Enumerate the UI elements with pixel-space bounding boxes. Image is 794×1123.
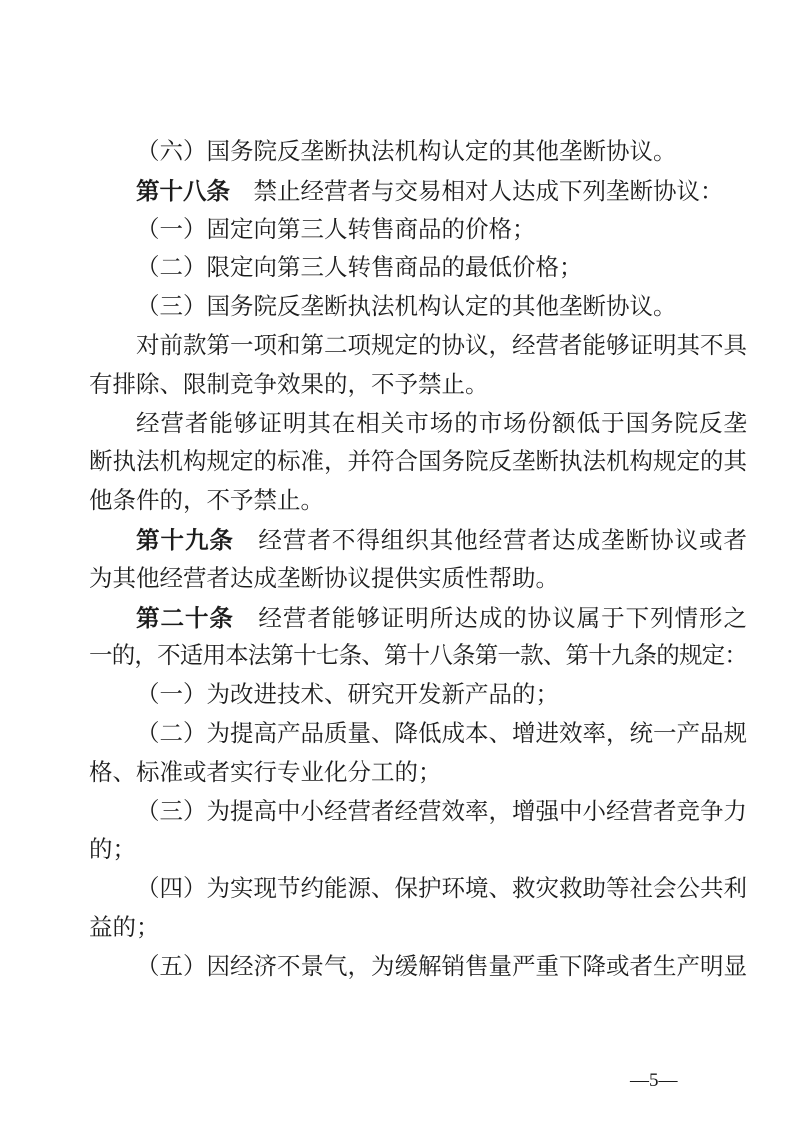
article-number: 第二十条 — [136, 603, 234, 632]
line-text: 对前款第一项和第二项规定的协议，经营者能够证明其不具 — [136, 332, 747, 359]
text-line — [89, 676, 747, 715]
article-number: 第十八条 — [136, 176, 230, 205]
line-text: 有排除、限制竞争效果的，不予禁止。 — [89, 371, 489, 398]
text-line — [89, 482, 747, 521]
line-text: 经营者能够证明所达成的协议属于下列情形之 — [233, 605, 748, 632]
text-line — [89, 288, 747, 327]
text-line — [89, 249, 747, 288]
text-line — [89, 793, 747, 832]
text-line — [89, 599, 747, 638]
line-text: （二）限定向第三人转售商品的最低价格； — [136, 255, 583, 282]
text-line — [89, 172, 747, 211]
line-text: （五）因经济不景气，为缓解销售量严重下降或者生产明显 — [136, 953, 747, 980]
line-text: 为其他经营者达成垄断协议提供实质性帮助。 — [89, 565, 559, 592]
line-text: （一）为改进技术、研究开发新产品的； — [136, 682, 559, 709]
text-line — [89, 443, 747, 482]
line-text: （四）为实现节约能源、保护环境、救灾救助等社会公共利 — [136, 876, 747, 903]
text-line — [89, 366, 747, 405]
line-text: 禁止经营者与交易相对人达成下列垄断协议： — [230, 178, 724, 205]
text-line — [89, 831, 747, 870]
line-text: 格、标准或者实行专业化分工的； — [89, 759, 442, 786]
text-line — [89, 211, 747, 250]
text-line — [89, 715, 747, 754]
text-line — [89, 133, 747, 172]
line-text: 一的，不适用本法第十七条、第十八条第一款、第十九条的规定： — [89, 643, 747, 670]
article-number: 第十九条 — [136, 525, 234, 554]
line-text: （六）国务院反垄断执法机构认定的其他垄断协议。 — [136, 139, 677, 165]
line-text: 他条件的，不予禁止。 — [89, 488, 324, 515]
line-text: （三）国务院反垄断执法机构认定的其他垄断协议。 — [136, 294, 677, 321]
text-line — [89, 560, 747, 599]
text-line — [89, 948, 747, 987]
document-body — [89, 133, 747, 987]
text-line — [89, 909, 747, 948]
line-text: 益的； — [89, 914, 160, 941]
line-text: 经营者不得组织其他经营者达成垄断协议或者 — [233, 527, 748, 554]
text-line — [89, 521, 747, 560]
text-line — [89, 327, 747, 366]
text-line — [89, 754, 747, 793]
line-text: （三）为提高中小经营者经营效率，增强中小经营者竞争力 — [136, 798, 747, 825]
line-text: 断执法机构规定的标准，并符合国务院反垄断执法机构规定的其 — [89, 449, 747, 476]
line-text: （二）为提高产品质量、降低成本、增进效率，统一产品规 — [136, 720, 747, 747]
line-text: （一）固定向第三人转售商品的价格； — [136, 216, 536, 243]
text-line — [89, 405, 747, 444]
line-text: 的； — [89, 837, 136, 864]
page-number: —5— — [630, 1070, 678, 1091]
line-text: 经营者能够证明其在相关市场的市场份额低于国务院反垄 — [136, 410, 747, 437]
text-line — [89, 637, 747, 676]
text-line — [89, 870, 747, 909]
